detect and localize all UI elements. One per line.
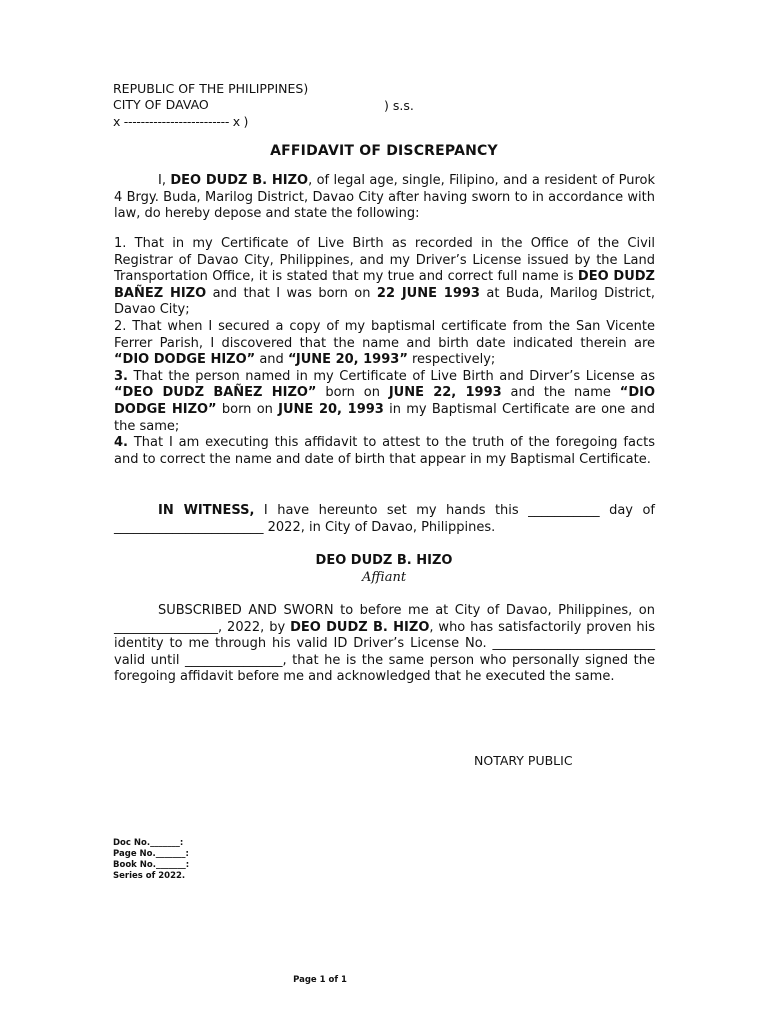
statement-2: 2. That when I secured a copy of my baptismal certificate from the San Vicente Ferrer Parish, I discovered that the name and birth date indicated therein are “DIO DODGE HIZO” and “JUNE 20, 1993” respectively; bbox=[114, 318, 655, 368]
notary-public-label: NOTARY PUBLIC bbox=[474, 753, 573, 768]
series-year: Series of 2022. bbox=[113, 871, 186, 881]
intro-paragraph: I, DEO DUDZ B. HIZO, of legal age, single, Filipino, and a resident of Purok 4 Brgy. Buda, Marilog District, Davao City after having sworn to in accordance with law, do hereby depose and state the following: bbox=[114, 173, 656, 222]
jurat-affiant-name: DEO DUDZ B. HIZO bbox=[290, 619, 430, 635]
caption-city: CITY OF DAVAO bbox=[113, 97, 209, 112]
doc-number: Doc No._______: bbox=[113, 838, 184, 848]
signature-name: DEO DUDZ B. HIZO bbox=[315, 553, 453, 568]
affiant-name: DEO DUDZ B. HIZO bbox=[170, 173, 309, 188]
caption-x-line: x ------------------------- x ) bbox=[113, 114, 249, 129]
signature-role: Affiant bbox=[361, 570, 407, 585]
witness-clause: IN WITNESS, I have hereunto set my hands this ___________ day of _______________________ 2022, in City of Davao, Philippines. bbox=[114, 503, 655, 535]
statement-3: 3. That the person named in my Certificate of Live Birth and Dirver’s License as “DEO DUDZ BAÑEZ HIZO” born on JUNE 22, 1993 and the name “DIO DODGE HIZO” born on JUNE 20, 1993 in my Baptismal Certificate are one and the same; bbox=[114, 368, 656, 434]
statement-4: 4. That I am executing this affidavit to attest to the truth of the foregoing facts and to correct the name and date of birth that appear in my Baptismal Certificate. bbox=[114, 435, 655, 467]
document-title: AFFIDAVIT OF DISCREPANCY bbox=[270, 143, 498, 159]
caption-ss: ) s.s. bbox=[384, 98, 414, 113]
page-footer: Page 1 of 1 bbox=[293, 975, 347, 985]
caption-republic: REPUBLIC OF THE PHILIPPINES) bbox=[113, 81, 309, 96]
page-number-entry: Page No._______: bbox=[113, 849, 189, 859]
statement-1: 1. That in my Certificate of Live Birth as recorded in the Office of the Civil Registrar of Davao City, Philippines, and my Driver’s License issued by the Land Transportation Office, it is stated that my true and correct full name is DEO DUDZ BAÑEZ HIZO and that I was born on 22 JUNE 1993 at Buda, Marilog District, Davao City; bbox=[114, 236, 655, 318]
statements bbox=[114, 236, 655, 468]
book-number: Book No._______: bbox=[113, 860, 190, 870]
jurat-paragraph: SUBSCRIBED AND SWORN to before me at City of Davao, Philippines, on ________________, 2022, by DEO DUDZ B. HIZO, who has satisfactorily proven his identity to me through his valid ID Driver’s License No. _________________________ valid until _______________, that he is the same person who personally signed the foregoing affidavit before me and acknowledged that he executed the same. bbox=[114, 603, 655, 685]
